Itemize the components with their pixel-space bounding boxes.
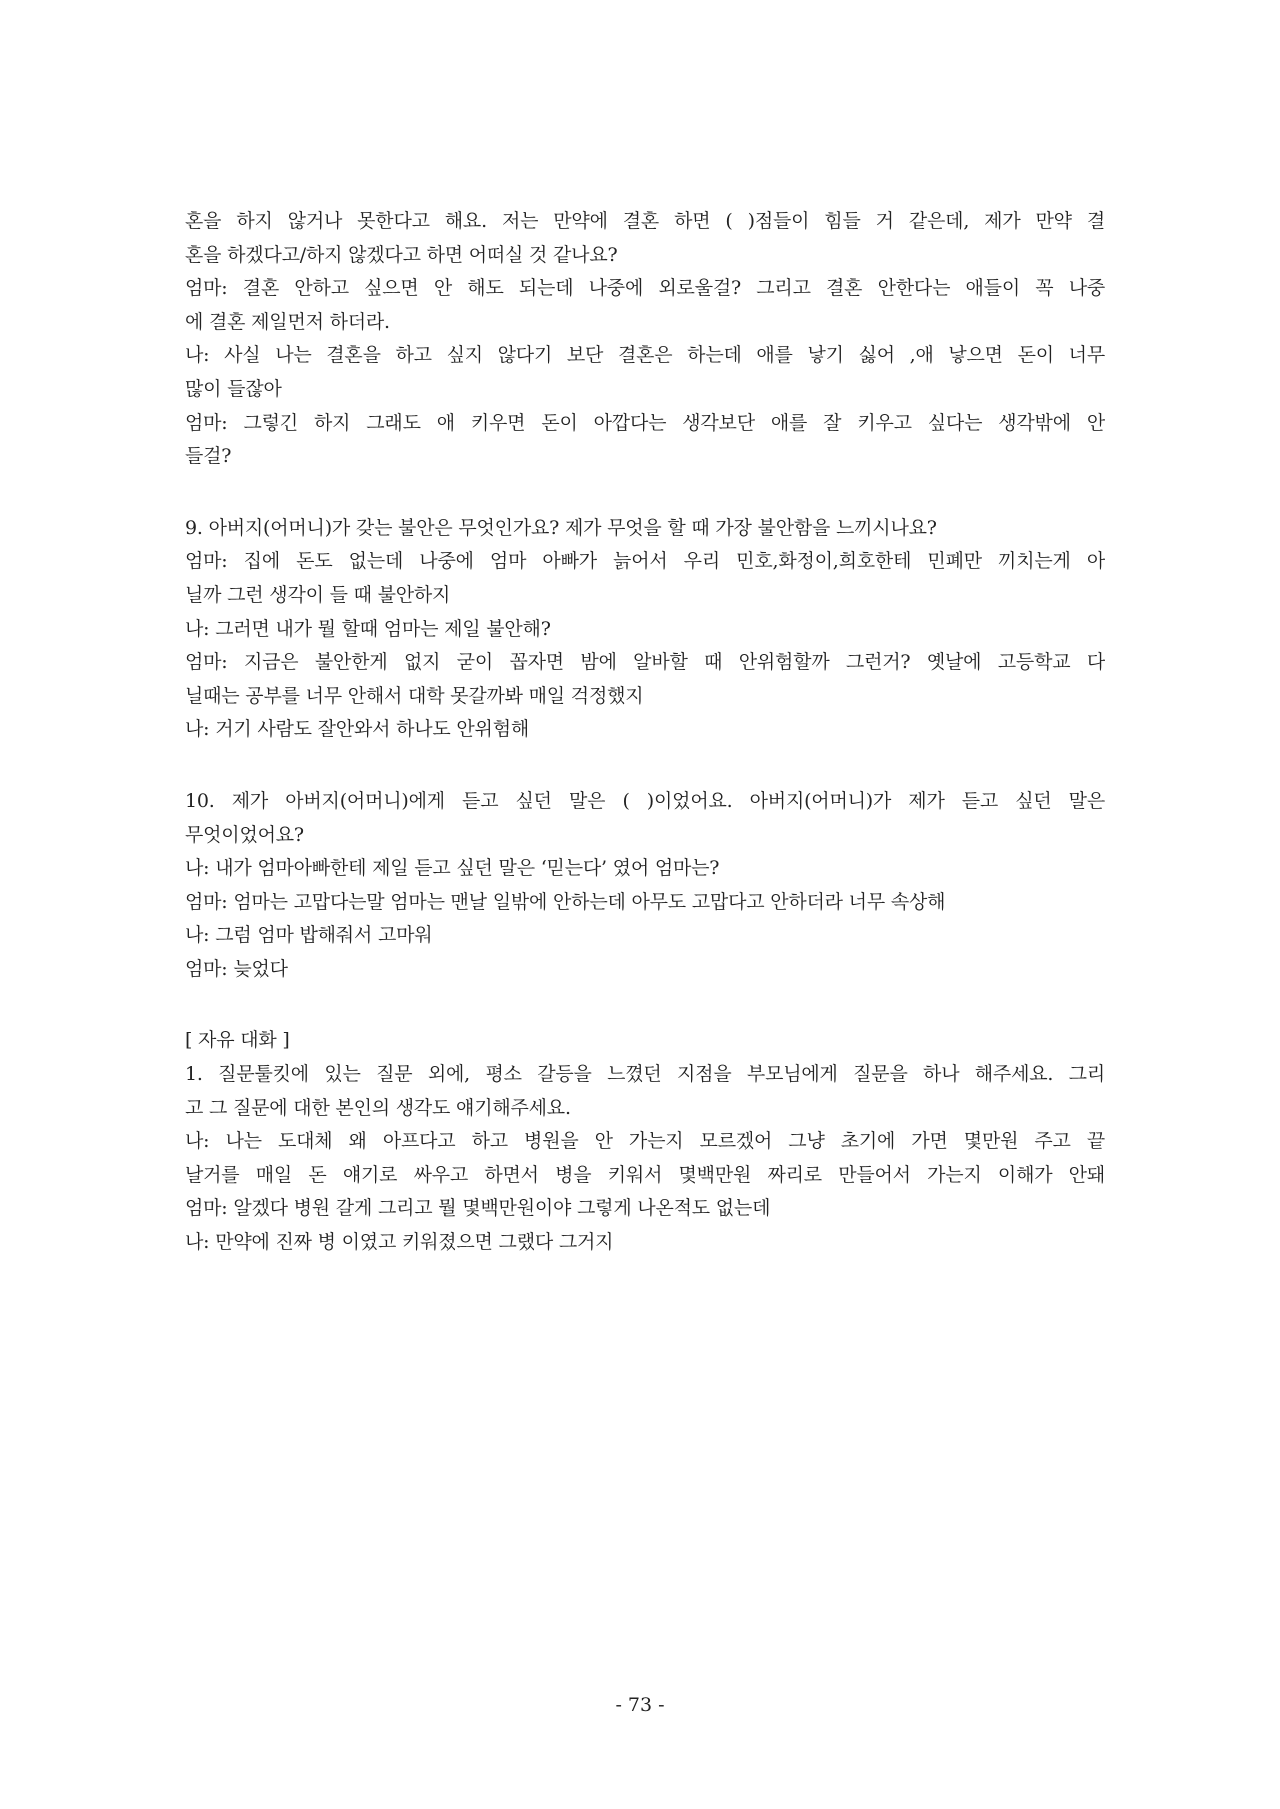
text-line: 나: 거기 사람도 잘안와서 하나도 안위험해 xyxy=(185,718,530,741)
text-line: 엄마: 알겠다 병원 갈게 그리고 뭘 몇백만원이야 그렇게 나온적도 없는데 xyxy=(185,1197,771,1220)
text-line: 닐때는 공부를 너무 안해서 대학 못갈까봐 매일 걱정했지 xyxy=(185,684,644,707)
text-line: 나: 그러면 내가 뭘 할때 엄마는 제일 불안해? xyxy=(185,617,551,640)
text-line: 엄마: 결혼 안하고 싶으면 안 해도 되는데 나중에 외로울걸? 그리고 결혼 안한다는 애들이 꼭 나중 xyxy=(185,277,1105,300)
document-body xyxy=(185,205,1105,1260)
text-line: 나: 사실 나는 결혼을 하고 싶지 않다기 보단 결혼은 하는데 애를 낳기 싫어 ,애 낳으면 돈이 너무 xyxy=(185,344,1105,367)
paragraph-block-question-9 xyxy=(185,512,1105,747)
paragraph-block-free-conversation xyxy=(185,1024,1105,1259)
text-line: 엄마: 엄마는 고맙다는말 엄마는 맨날 일밖에 안하는데 아무도 고맙다고 안하더라 너무 속상해 xyxy=(185,890,946,913)
text-line: 에 결혼 제일먼저 하더라. xyxy=(185,310,390,333)
paragraph-block-question-10 xyxy=(185,785,1105,987)
text-line: 무엇이었어요? xyxy=(185,823,304,846)
paragraph-gap xyxy=(185,747,1105,785)
text-line: 날거를 매일 돈 얘기로 싸우고 하면서 병을 키워서 몇백만원 짜리로 만들어서 가는지 이해가 안돼 xyxy=(185,1163,1105,1186)
text-line: 닐까 그런 생각이 들 때 불안하지 xyxy=(185,583,451,606)
text-line: 고 그 질문에 대한 본인의 생각도 얘기해주세요. xyxy=(185,1096,571,1119)
paragraph-block-marriage xyxy=(185,205,1105,474)
text-line: 많이 들잖아 xyxy=(185,377,282,400)
text-line: 나: 그럼 엄마 밥해줘서 고마워 xyxy=(185,924,433,947)
text-line: 엄마: 늦었다 xyxy=(185,957,288,980)
text-line: 나: 나는 도대체 왜 아프다고 하고 병원을 안 가는지 모르겠어 그냥 초기에 가면 몇만원 주고 끝 xyxy=(185,1130,1105,1153)
text-line: 혼을 하겠다고/하지 않겠다고 하면 어떠실 것 같나요? xyxy=(185,243,618,266)
text-line: 엄마: 지금은 불안한게 없지 굳이 꼽자면 밤에 알바할 때 안위험할까 그런거? 옛날에 고등학교 다 xyxy=(185,651,1105,674)
page-number: - 73 - xyxy=(615,1694,665,1716)
text-line: 나: 만약에 진짜 병 이였고 키워졌으면 그랬다 그거지 xyxy=(185,1231,614,1254)
text-line: 들걸? xyxy=(185,445,232,468)
text-line: 나: 내가 엄마아빠한테 제일 듣고 싶던 말은 ‘믿는다’ 였어 엄마는? xyxy=(185,857,720,880)
question-heading: 10. 제가 아버지(어머니)에게 듣고 싶던 말은 ( )이었어요. 아버지(어머니)가 제가 듣고 싶던 말은 xyxy=(185,789,1105,812)
text-line: 엄마: 그렇긴 하지 그래도 애 키우면 돈이 아깝다는 생각보단 애를 잘 키우고 싶다는 생각밖에 안 xyxy=(185,411,1105,434)
question-heading: 9. 아버지(어머니)가 갖는 불안은 무엇인가요? 제가 무엇을 할 때 가장 불안함을 느끼시나요? xyxy=(185,516,937,539)
text-line: 엄마: 집에 돈도 없는데 나중에 엄마 아빠가 늙어서 우리 민호,화정이,희호한테 민폐만 끼치는게 아 xyxy=(185,550,1105,573)
text-line: 혼을 하지 않거나 못한다고 해요. 저는 만약에 결혼 하면 ( )점들이 힘들 거 같은데, 제가 만약 결 xyxy=(185,210,1105,232)
paragraph-gap xyxy=(185,474,1105,512)
text-line: 1. 질문툴킷에 있는 질문 외에, 평소 갈등을 느꼈던 지점을 부모님에게 질문을 하나 해주세요. 그리 xyxy=(185,1063,1105,1086)
section-heading: [ 자유 대화 ] xyxy=(185,1029,290,1052)
paragraph-gap xyxy=(185,986,1105,1024)
